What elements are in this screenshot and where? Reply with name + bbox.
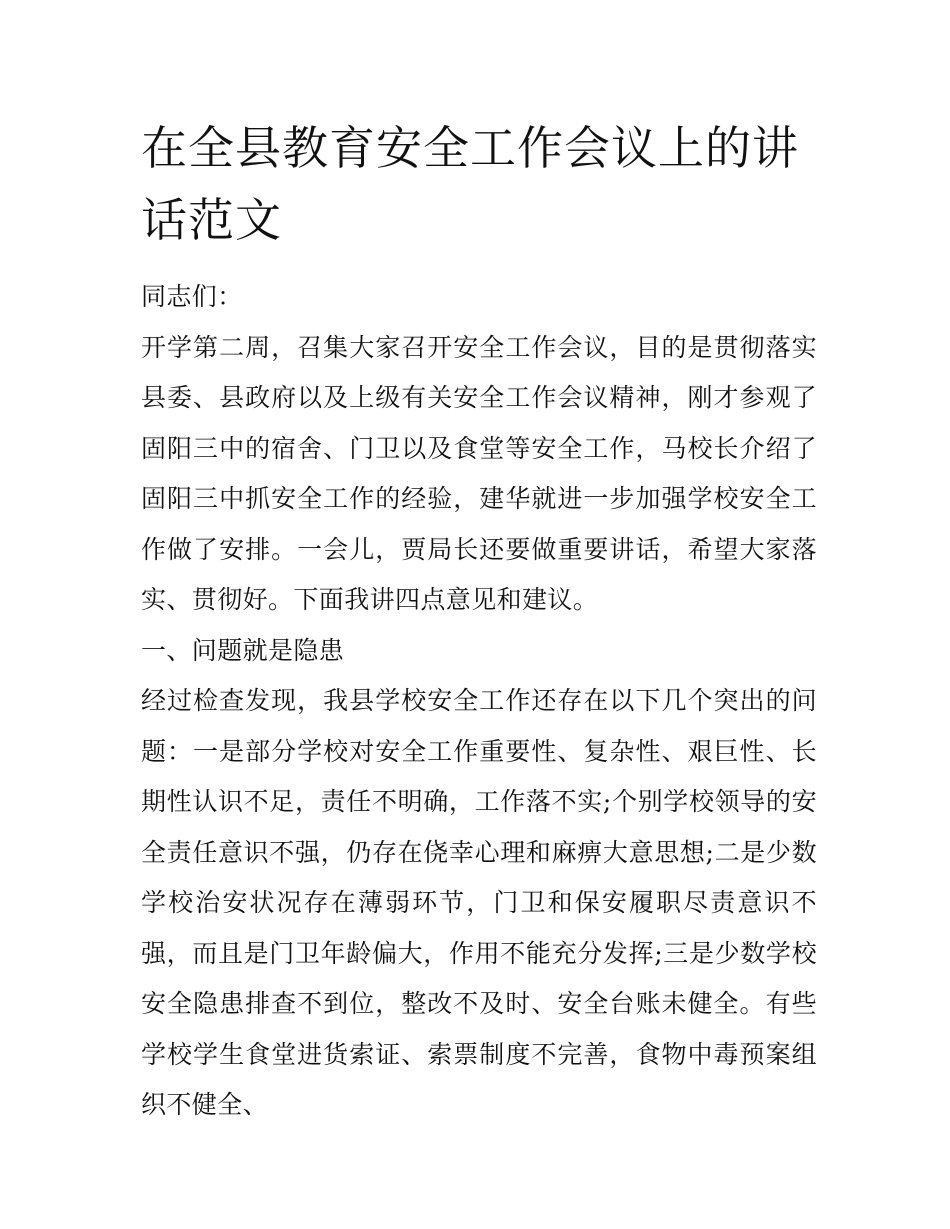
salutation: 同志们： bbox=[141, 282, 243, 311]
intro-paragraph: 开学第二周，召集大家召开安全工作会议，目的是贯彻落实县委、县政府以及上级有关安全工作会议精神，刚才参观了固阳三中的宿舍、门卫以及食堂等安全工作，马校长介绍了固阳三中抓安全工作的经验，建华就进一步加强学校安全工作做了安排。一会儿，贾局长还要做重要讲话，希望大家落实、贯彻好。下面我讲四点意见和建议。 bbox=[141, 332, 817, 614]
document-body bbox=[141, 112, 817, 1131]
section-heading: 一、问题就是隐患 bbox=[141, 635, 345, 665]
document-title: 在全县教育安全工作会议上的讲话范文 bbox=[141, 121, 799, 247]
body-paragraph: 经过检查发现，我县学校安全工作还存在以下几个突出的问题：一是部分学校对安全工作重要性、复杂性、艰巨性、长期性认识不足，责任不明确，工作落不实;个别学校领导的安全责任意识不强，仍存在侥幸心理和麻痹大意思想;二是少数学校治安状况存在薄弱环节，门卫和保安履职尽责意识不强，而且是门卫年龄偏大，作用不能充分发挥;三是少数学校安全隐患排查不到位，整改不及时、安全台账未健全。有些学校学生食堂进货索证、索票制度不完善，食物中毒预案组织不健全、 bbox=[141, 686, 817, 1119]
